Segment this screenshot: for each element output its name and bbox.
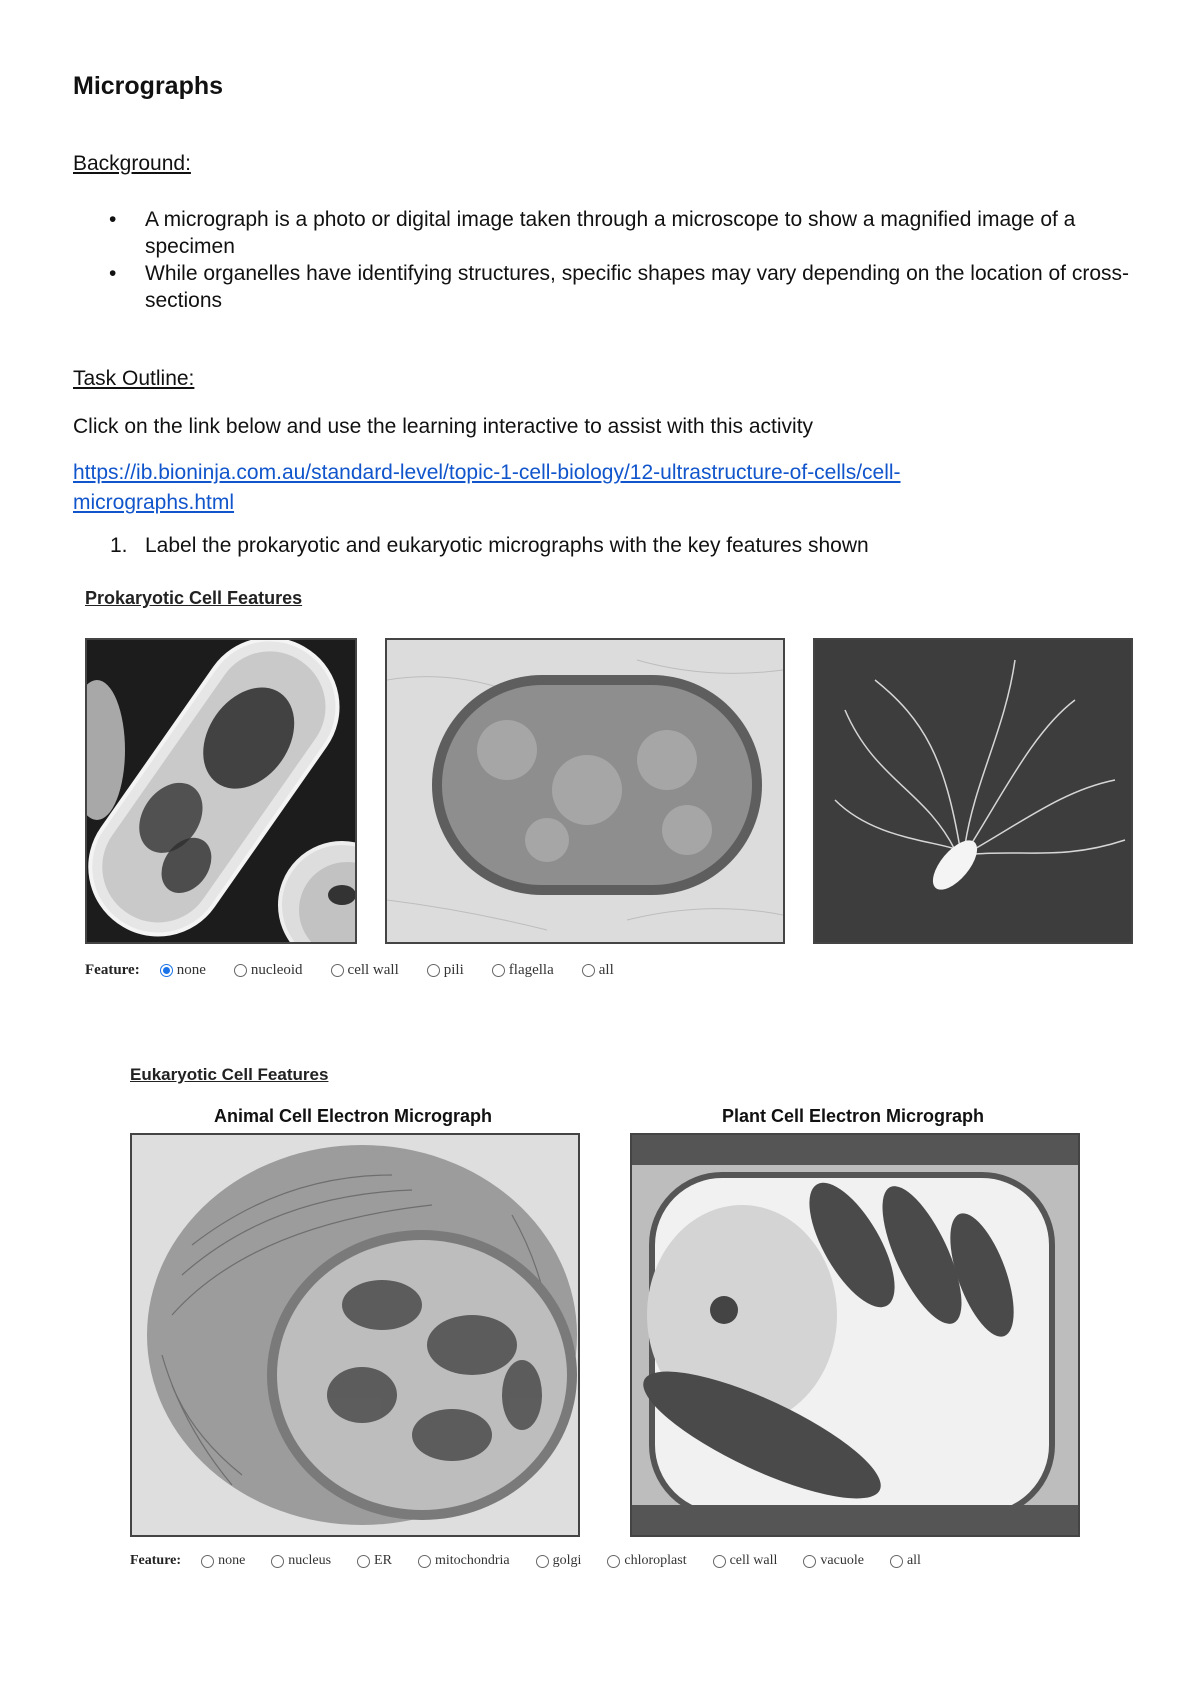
- bullet-dot-icon: •: [109, 208, 117, 231]
- feature-option-vacuole[interactable]: [803, 1553, 864, 1569]
- plant-cell-micrograph: [630, 1133, 1080, 1537]
- feature-option-cell-wall[interactable]: [331, 962, 399, 979]
- option-label: pili: [443, 962, 464, 978]
- feature-option-flagella[interactable]: [492, 962, 554, 979]
- task-item-1: [110, 534, 869, 558]
- bullet-item: [73, 260, 1133, 314]
- option-label: all: [598, 962, 614, 978]
- task-item-number: 1.: [110, 534, 128, 557]
- task-outline-heading: Task Outline:: [73, 367, 195, 390]
- prokaryotic-feature-selector: [85, 962, 642, 979]
- radio-button[interactable]: [713, 1555, 726, 1568]
- option-label: chloroplast: [624, 1553, 687, 1568]
- bioninja-link-block: [73, 458, 1153, 518]
- feature-option-chloroplast[interactable]: [607, 1553, 686, 1569]
- radio-button[interactable]: [357, 1555, 370, 1568]
- option-label: none: [218, 1553, 246, 1568]
- feature-option-nucleoid[interactable]: [234, 962, 303, 979]
- option-label: mitochondria: [434, 1553, 510, 1568]
- animal-cell-title: Animal Cell Electron Micrograph: [213, 1106, 493, 1126]
- feature-option-cell-wall[interactable]: [713, 1553, 778, 1569]
- eukaryotic-feature-selector: [130, 1553, 921, 1569]
- option-label: nucleus: [288, 1553, 332, 1568]
- option-label: cell wall: [347, 962, 399, 978]
- prokaryote-cell-wall-micrograph: [385, 638, 785, 944]
- option-label: golgi: [552, 1553, 582, 1568]
- feature-option-pili[interactable]: [427, 962, 464, 979]
- plant-cell-title: Plant Cell Electron Micrograph: [721, 1106, 985, 1126]
- prokaryotic-heading: Prokaryotic Cell Features: [85, 588, 303, 608]
- background-bullet-list: [73, 206, 1133, 314]
- page-title: Micrographs: [73, 72, 224, 100]
- bullet-text: While organelles have identifying structures, specific shapes may vary depending on the location of cross-sections: [145, 262, 1130, 312]
- option-label: all: [906, 1553, 921, 1568]
- radio-button[interactable]: [536, 1555, 549, 1568]
- radio-button[interactable]: [607, 1555, 620, 1568]
- radio-button[interactable]: [582, 964, 595, 977]
- radio-button[interactable]: [271, 1555, 284, 1568]
- feature-label: Feature:: [130, 1553, 182, 1568]
- bullet-item: [73, 206, 1133, 260]
- option-label: ER: [374, 1553, 392, 1568]
- radio-button[interactable]: [234, 964, 247, 977]
- radio-button[interactable]: [418, 1555, 431, 1568]
- bioninja-link-line-2[interactable]: micrographs.html: [73, 491, 235, 514]
- background-heading: Background:: [73, 152, 191, 175]
- radio-button[interactable]: [492, 964, 505, 977]
- feature-label: Feature:: [85, 962, 140, 978]
- feature-option-mitochondria[interactable]: [418, 1553, 510, 1569]
- feature-option-golgi[interactable]: [536, 1553, 582, 1569]
- option-label: none: [176, 962, 206, 978]
- radio-button[interactable]: [803, 1555, 816, 1568]
- option-label: nucleoid: [250, 962, 303, 978]
- radio-button[interactable]: [427, 964, 440, 977]
- prokaryote-rod-micrograph: [85, 638, 357, 944]
- option-label: cell wall: [729, 1553, 778, 1568]
- feature-option-nucleus[interactable]: [271, 1553, 331, 1569]
- option-label: vacuole: [820, 1553, 864, 1568]
- radio-button[interactable]: [201, 1555, 214, 1568]
- feature-option-all[interactable]: [890, 1553, 921, 1569]
- radio-button[interactable]: [160, 964, 173, 977]
- task-item-text: Label the prokaryotic and eukaryotic micrographs with the key features shown: [145, 534, 869, 557]
- feature-option-none[interactable]: [201, 1553, 245, 1569]
- radio-button[interactable]: [890, 1555, 903, 1568]
- option-label: flagella: [508, 962, 554, 978]
- radio-button[interactable]: [331, 964, 344, 977]
- bullet-dot-icon: •: [109, 262, 117, 285]
- prokaryote-flagella-micrograph: [813, 638, 1133, 944]
- feature-option-all[interactable]: [582, 962, 614, 979]
- eukaryotic-heading: Eukaryotic Cell Features: [130, 1065, 329, 1084]
- bioninja-link-line-1[interactable]: https://ib.bioninja.com.au/standard-level/topic-1-cell-biology/12-ultrastructure-of-cells/cell-: [73, 461, 901, 484]
- animal-cell-micrograph: [130, 1133, 580, 1537]
- bullet-text: A micrograph is a photo or digital image taken through a microscope to show a magnified image of a specimen: [145, 208, 1076, 258]
- task-intro-text: Click on the link below and use the learning interactive to assist with this activity: [73, 415, 814, 438]
- feature-option-er[interactable]: [357, 1553, 392, 1569]
- feature-option-none[interactable]: [160, 962, 206, 979]
